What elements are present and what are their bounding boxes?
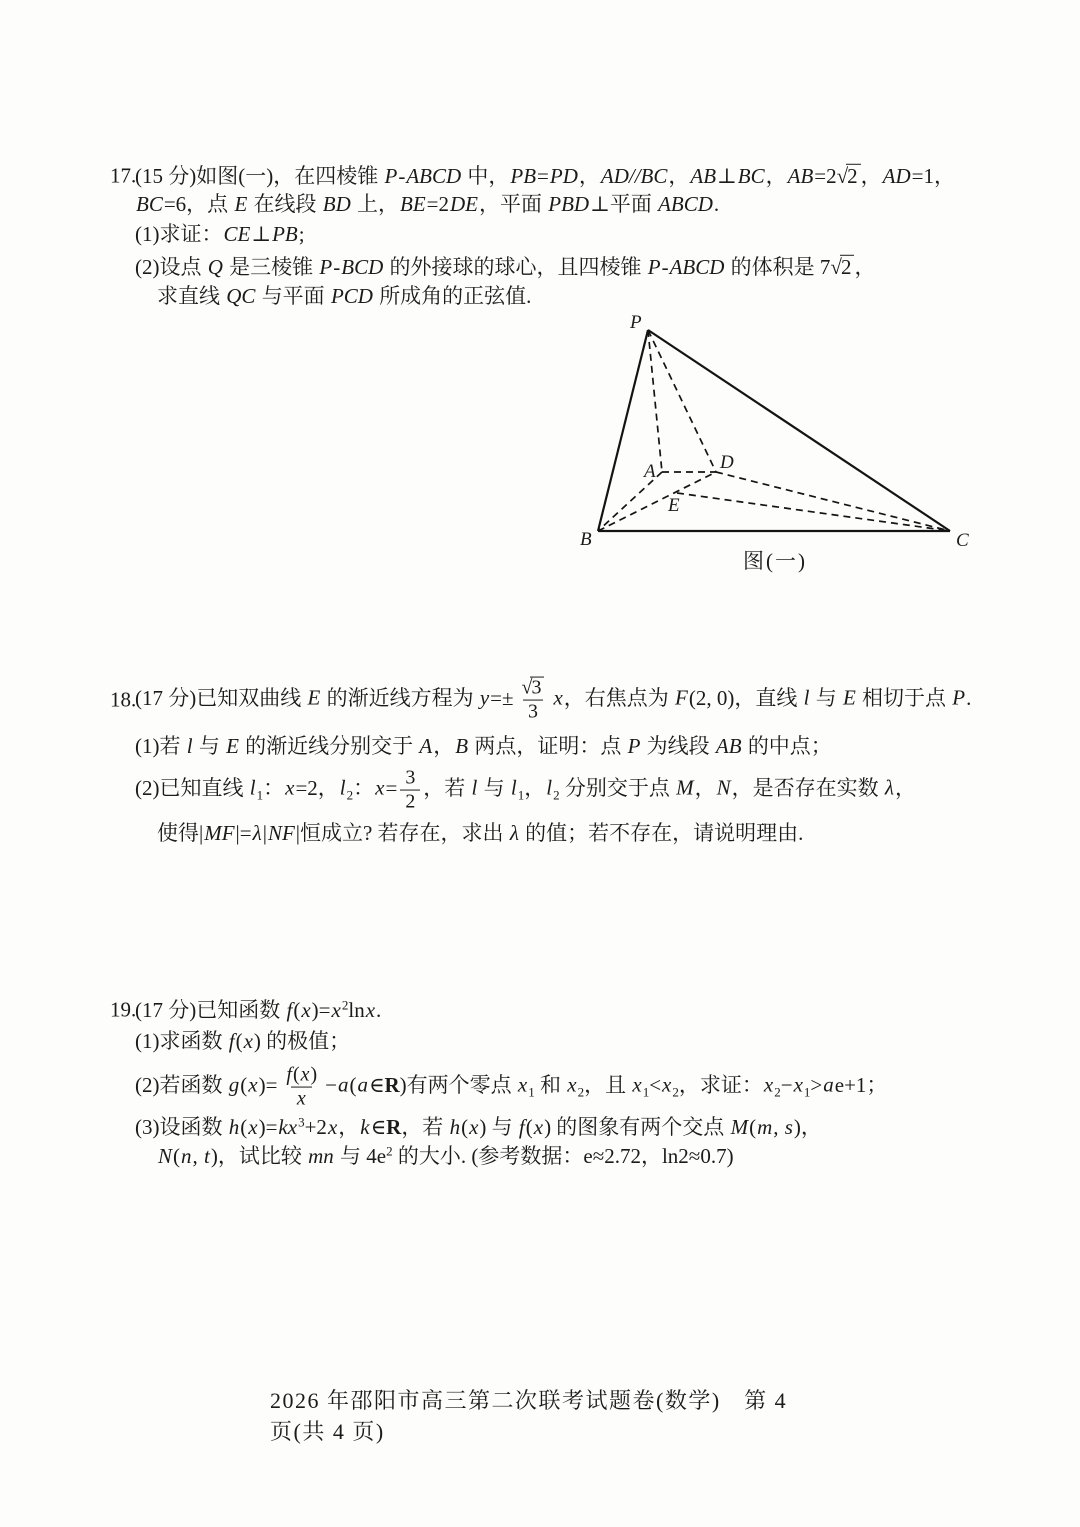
edge-ec-line — [677, 493, 950, 531]
edge-dc-line — [716, 472, 950, 531]
p19-line-1: (17 分)已知函数 $f(x)=x^2\ln x$. — [135, 997, 382, 1022]
edge-pc-line — [648, 330, 950, 531]
p19-part-2: (2)若函数 g(x)= $\frac{f(x)}{x}$ −a(a∈R)有两个零点 $x_1$ 和 $x_2$，且 $x_1<x_2$，求证：$x_2-x_1>ae+1$； — [135, 1063, 888, 1110]
p17-line-5: 求直线 QC 与平面 PCD 所成角的正弦值. — [157, 283, 532, 308]
p17-line-1: (15 分)如图(一)，在四棱锥 P-ABCD 中，PB=PD，AD//BC，AB⊥BC，AB=2√2 ，AD=1， — [135, 163, 956, 188]
edge-pa-line — [648, 330, 662, 472]
vertex-label-c: C — [956, 530, 969, 551]
figure-1-caption: 图(一) — [743, 549, 807, 573]
vertex-label-p: P — [630, 312, 642, 333]
edge-pb-line — [598, 330, 648, 531]
problem-19-number: 19. — [110, 997, 137, 1022]
p18-part-2: (2)已知直线 $l_1$：x=2，$l_2$：x= $\frac{3}{2}$ ，若 l 与 $l_1$，$l_2$ 分别交于点 M，N，是否存在实数 λ， — [135, 766, 916, 813]
edge-bd-line — [598, 472, 716, 531]
problem-18-number: 18. — [110, 687, 137, 712]
p18-part-1: (1)若 l 与 E 的渐近线分别交于 A，B 两点，证明：点 P 为线段 AB 的中点； — [135, 733, 832, 758]
p19-part-3: (3)设函数 $h(x)=kx^3+2x$，k∈R，若 h(x) 与 f(x) 的图象有两个交点 M(m, s)， — [135, 1114, 822, 1139]
p19-part-1: (1)求函数 f(x) 的极值； — [135, 1028, 351, 1053]
vertex-label-e: E — [668, 495, 680, 516]
p17-part-2: (2)设点 Q 是三棱锥 P-BCD 的外接球的球心，且四棱锥 P-ABCD 的体积是 7√2 ， — [135, 254, 876, 279]
p18-line-1: (17 分)已知双曲线 E 的渐近线方程为 y=± $\frac{√3}{3}$ x，右焦点为 F(2, 0)，直线 l 与 E 相切于点 P. — [135, 676, 972, 723]
problem-17-number: 17. — [110, 163, 137, 188]
p18-line-4: 使得|MF|=λ|NF|恒成立? 若存在，求出 λ 的值；若不存在，请说明理由. — [157, 820, 804, 845]
vertex-label-b: B — [580, 529, 592, 550]
p19-line-5: N(n, t)，试比较 mn 与 $4e^2$ 的大小. (参考数据：e≈2.72，ln2≈0.7) — [158, 1143, 734, 1168]
edge-pd-line — [648, 330, 716, 472]
figure-1-pyramid — [578, 312, 983, 552]
vertex-label-a: A — [644, 461, 656, 482]
p17-line-2: BC=6，点 E 在线段 BD 上，BE=2DE，平面 PBD⊥平面 ABCD. — [136, 191, 720, 216]
page-footer: 2026 年邵阳市高三第二次联考试题卷(数学) 第 4 页(共 4 页) — [270, 1388, 788, 1444]
vertex-label-d: D — [720, 452, 734, 473]
p17-part-1: (1)求证：CE⊥PB; — [135, 221, 305, 246]
